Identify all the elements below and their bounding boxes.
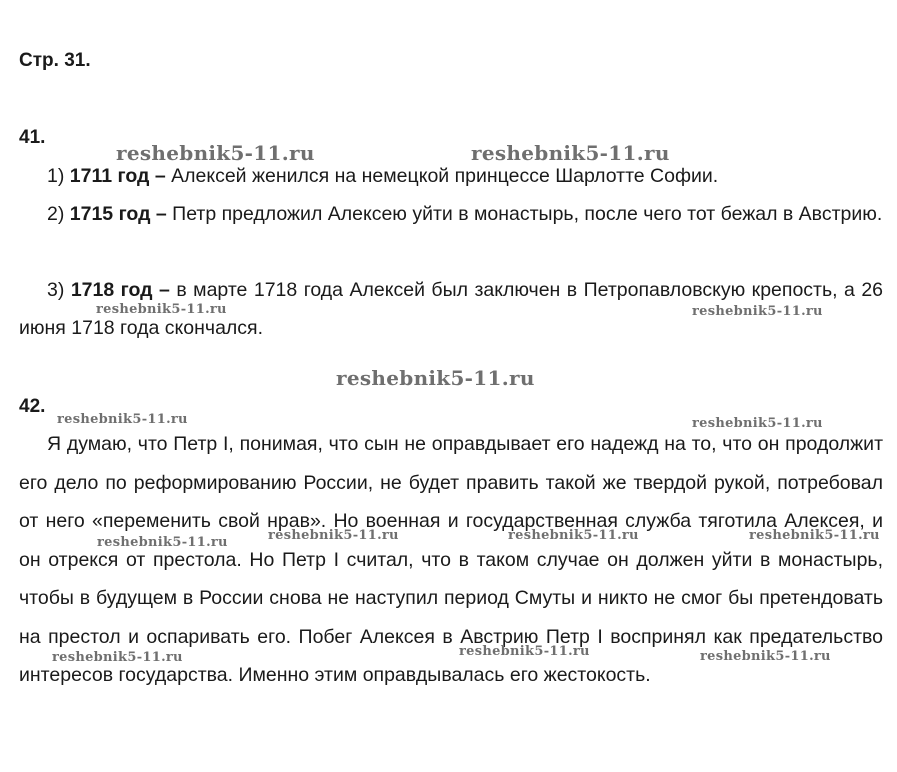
watermark: reshebnik5-11.ru [116, 141, 315, 165]
watermark: reshebnik5-11.ru [52, 650, 183, 665]
task-41-item-2 [19, 196, 883, 234]
task-41-number: 41. [19, 127, 46, 148]
watermark: reshebnik5-11.ru [268, 528, 399, 543]
watermark: reshebnik5-11.ru [96, 302, 227, 317]
watermark: reshebnik5-11.ru [471, 141, 670, 165]
task-41-item-3 [19, 272, 883, 347]
watermark: reshebnik5-11.ru [57, 412, 188, 427]
item-2-text: Петр предложил Алексею уйти в монастырь, после чего тот бежал в Австрию. [172, 203, 883, 225]
watermark: reshebnik5-11.ru [97, 535, 228, 550]
item-3-text: в марте 1718 года Алексей был заключен в Петропавловскую крепость, а 26 июня 1718 года скончался. [19, 279, 884, 339]
item-3-num: 3) [47, 279, 65, 301]
page-title: Стр. 31. [19, 50, 91, 71]
task-42-number: 42. [19, 396, 46, 417]
task-42-text: Я думаю, что Петр I, понимая, что сын не оправдывает его надежд на то, что он продолжит его дело по реформированию России, не будет править такой же твердой рукой, потребовал от него «переменить свой нрав». Но военная и государственная служба тяготила Алексея, и он отрекся от престола. Но Петр I считал, что в таком случае он должен уйти в монастырь, чтобы в будущем в России снова не наступил период Смуты и никто не смог бы претендовать на престол и оспаривать его. Побег Алексея в Австрию Петр I воспринял как предательство интересов государства. Именно этим оправдывалась его жестокость. [19, 433, 884, 686]
watermark: reshebnik5-11.ru [749, 528, 880, 543]
watermark: reshebnik5-11.ru [459, 644, 590, 659]
item-1-year: 1711 год [69, 165, 150, 187]
item-2-year: 1715 год [69, 203, 151, 225]
watermark: reshebnik5-11.ru [508, 528, 639, 543]
item-2-num: 2) [47, 203, 65, 225]
item-1-text: Алексей женился на немецкой принцессе Шарлотте Софии. [171, 165, 719, 187]
watermark: reshebnik5-11.ru [692, 416, 823, 431]
watermark: reshebnik5-11.ru [692, 304, 823, 319]
item-1-num: 1) [47, 165, 65, 187]
task-41-item-1 [19, 158, 883, 196]
watermark: reshebnik5-11.ru [336, 366, 535, 390]
item-1-dash: – [154, 165, 166, 187]
item-2-dash: – [155, 203, 167, 225]
item-3-year: 1718 год [70, 279, 153, 301]
watermark: reshebnik5-11.ru [700, 649, 831, 664]
item-3-dash: – [159, 279, 170, 301]
